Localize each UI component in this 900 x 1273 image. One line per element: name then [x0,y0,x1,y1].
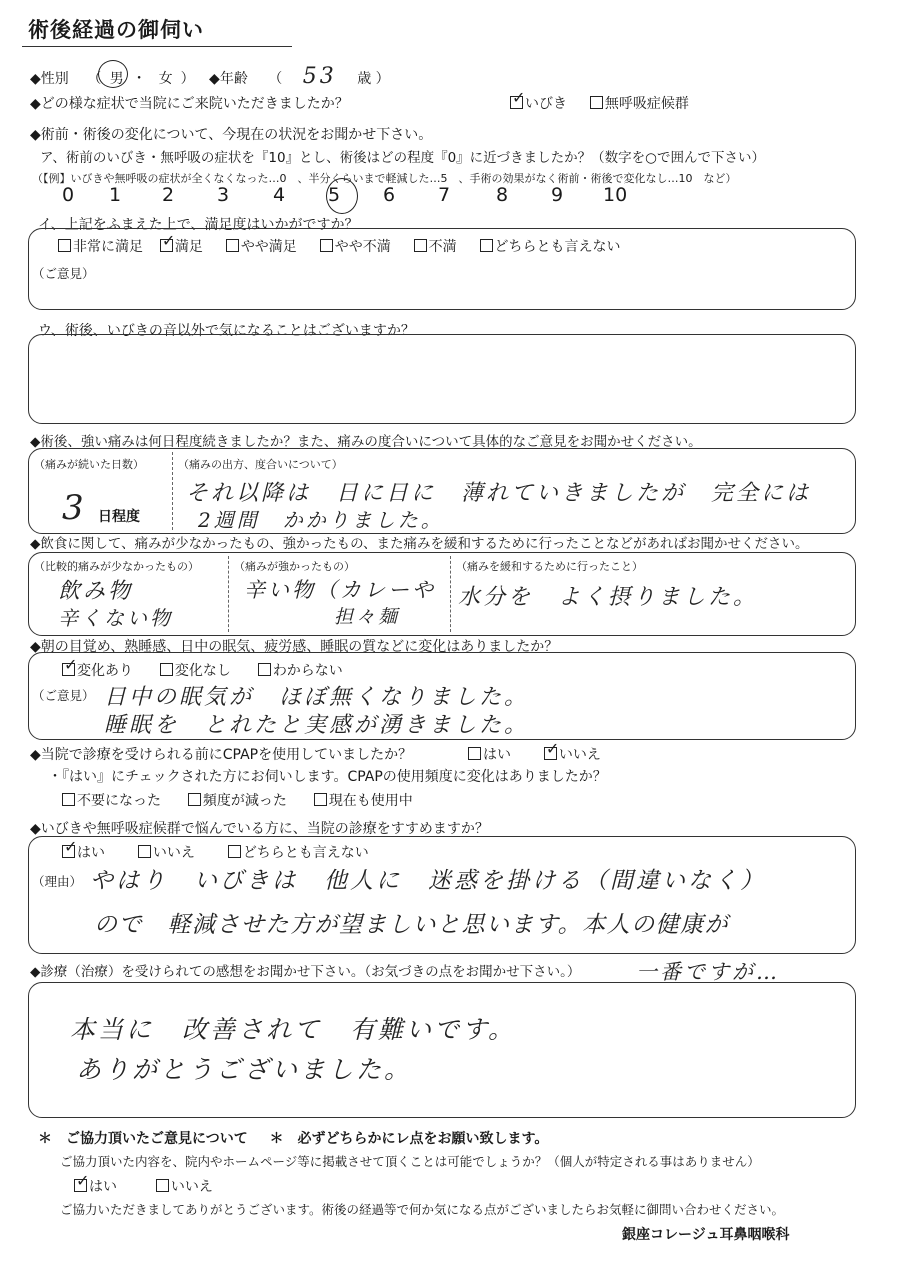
age-label: ◆年齢 [209,71,248,87]
other-concern-box[interactable] [28,334,856,424]
cpap-opt-unneeded: 不要になった [77,793,161,809]
cpap-opt-no: いいえ [558,747,601,763]
impression-question: ◆診療（治療）を受けられての感想をお聞かせ下さい。（お気づきの点をお聞かせ下さい。） [30,964,581,980]
pain-days-unit: 日程度 [98,509,140,525]
sleep-line2[interactable]: 睡眠を とれたと実感が湧きました。 [104,713,530,738]
sat-opt-satisfied: 満足 [174,239,203,255]
footer-heading [38,1128,548,1148]
gender-sep: ・ [132,71,147,87]
gender-row: ◆性別 （ 男 ・ 女 ） ◆年齢 （ 53 歳 ） [30,64,390,89]
pain-divider [172,452,173,530]
recommend-line1[interactable]: やはり いびきは 他人に 迷惑を掛ける（間違いなく） [90,868,766,894]
food-less-label: （比較的痛みが少なかったもの） [34,560,199,573]
title-underline [22,46,292,47]
food-strong-line2[interactable]: 担々麺 [334,606,401,628]
sat-checkbox-somewhat[interactable] [226,239,239,252]
footer-opt-yes: はい [89,1179,117,1195]
sleep-opt-changed: 変化あり [77,663,133,679]
scale-10[interactable]: 10 [603,184,628,206]
pain-detail-label: （痛みの出方、度合いについて） [178,458,343,471]
cpap-opt-reduced: 頻度が減った [202,793,287,809]
change-example: （【例】いびきや無呼吸の症状が全くなくなった…0 、半分くらいまで軽減した…5 、手術の効果がなく術前・術後で変化なし…10 など） [32,172,737,185]
food-strong-label: （痛みが強かったもの） [234,560,355,573]
pain-days-label: （痛みが続いた日数） [34,458,144,471]
cpap-sub-question: ・『はい』にチェックされた方にお伺いします。CPAPの使用頻度に変化はありましたか？ [48,769,607,785]
cpap-opt-yes: はい [483,747,511,763]
sat-opt-very: 非常に満足 [73,239,143,255]
symptom-options [510,93,689,113]
cpap-question: ◆当院で診療を受けられる前にCPAPを使用していましたか？ [30,747,413,763]
rec-checkbox-no[interactable] [138,845,151,858]
other-concern-question: ウ、術後、いびきの音以外で気になることはございますか？ [38,323,415,339]
symptom-opt-snoring: いびき [525,96,567,112]
rec-opt-neutral: どちらとも言えない [242,845,369,861]
footer-heading-1: ＊ ご協力頂いたご意見について [38,1131,248,1147]
food-divider-2 [450,556,451,632]
footer-opt-no: いいえ [170,1179,213,1195]
rec-opt-no: いいえ [152,845,195,861]
sat-opt-somewhat-dis: やや不満 [334,239,391,255]
sat-checkbox-satisfied[interactable] [160,239,173,252]
scale-9[interactable]: 9 [551,184,564,206]
male-circle-mark [98,60,128,88]
cpap-sub-options [62,790,413,810]
sleep-question: ◆朝の目覚め、熟睡感、日中の眠気、疲労感、睡眠の質などに変化はありましたか？ [30,639,559,655]
food-divider-1 [228,556,229,632]
footer-permission: ご協力頂いた内容を、院内やホームページ等に掲載させて頂くことは可能でしょうか？（個人が特定される事はありません） [60,1154,760,1169]
age-value[interactable]: 53 [302,64,337,89]
sat-checkbox-dis[interactable] [414,239,427,252]
food-less-line2[interactable]: 辛くない物 [58,606,173,630]
sleep-checkbox-changed[interactable] [62,663,75,676]
pain-detail-line2[interactable]: 2週間 かかりました。 [198,508,444,532]
food-question: ◆飲食に関して、痛みが少なかったもの、強かったもの、また痛みを緩和するために行ったことなどがあればお聞かせください。 [30,536,809,552]
recommend-options [62,842,369,862]
pain-days-value[interactable]: 3 [62,488,87,528]
cpap-opt-still: 現在も使用中 [328,793,413,809]
change-header: ◆術前・術後の変化について、今現在の状況をお聞かせ下さい。 [30,127,433,143]
scale-0[interactable]: 0 [62,184,75,206]
food-relief-label: （痛みを緩和するために行ったこと） [456,560,643,573]
scale-3[interactable]: 3 [217,184,230,206]
recommend-reason-label: （理由） [32,874,83,889]
clinic-name: 銀座コレージュ耳鼻咽喉科 [622,1227,790,1243]
scale-2[interactable]: 2 [162,184,175,206]
sleep-opt-unknown: わからない [272,663,343,679]
pain-question: ◆術後、強い痛みは何日程度続きましたか？また、痛みの度合いについて具体的なご意見をお聞かせください。 [30,434,702,450]
satisfaction-options [58,236,621,256]
impression-line2[interactable]: ありがとうございました。 [76,1055,413,1084]
sleep-options [62,660,343,680]
cpap-checkbox-still[interactable] [314,793,327,806]
scale-5[interactable]: 5 [328,184,341,206]
recommend-line3[interactable]: 一番ですが… [636,960,780,984]
sat-checkbox-somewhat-dis[interactable] [320,239,333,252]
sleep-checkbox-unknown[interactable] [258,663,271,676]
satisfaction-question: イ、上記をふまえた上で、満足度はいかがですか？ [38,217,359,233]
scale-selected-circle [326,178,358,214]
recommend-question: ◆いびきや無呼吸症候群で悩んでいる方に、当院の診療をすすめますか？ [30,821,489,837]
gender-label: ◆性別 [30,71,69,87]
sat-checkbox-neutral[interactable] [480,239,493,252]
cpap-checkbox-unneeded[interactable] [62,793,75,806]
symptom-checkbox-apnea[interactable] [590,96,603,109]
food-strong-line1[interactable]: 辛い物（カレーや [244,578,436,602]
symptom-question: ◆どの様な症状で当院にご来院いただきましたか？ [30,96,349,112]
cpap-checkbox-yes[interactable] [468,747,481,760]
recommend-line2[interactable]: ので 軽減させた方が望ましいと思います。本人の健康が [94,912,730,938]
rec-checkbox-neutral[interactable] [228,845,241,858]
footer-thanks: ご協力いただきましてありがとうございます。術後の経過等で何か気になる点がございましたらお気軽に御問い合わせください。 [60,1202,785,1217]
footer-checkbox-no[interactable] [156,1179,169,1192]
cpap-checkbox-reduced[interactable] [188,793,201,806]
gender-female[interactable]: 女 [158,71,173,87]
footer-options [74,1176,213,1196]
sat-opt-somewhat: やや満足 [240,239,297,255]
impression-line1[interactable]: 本当に 改善されて 有難いです。 [70,1015,517,1044]
scale-8[interactable]: 8 [496,184,509,206]
pain-detail-line1[interactable]: それ以降は 日に日に 薄れていきましたが 完全には [186,481,812,506]
scale-7[interactable]: 7 [438,184,451,206]
symptom-checkbox-snoring[interactable] [510,96,523,109]
scale-6[interactable]: 6 [383,184,396,206]
food-relief-line1[interactable]: 水分を よく摂りました。 [458,585,759,610]
satisfaction-opinion-label: （ご意見） [32,266,95,281]
footer-heading-2: ＊ 必ずどちらかにレ点をお願い致します。 [269,1131,549,1147]
cpap-options [468,744,601,764]
scale-1[interactable]: 1 [109,184,122,206]
change-question-a: ア、術前のいびき・無呼吸の症状を『10』とし、術後はどの程度『0』に近づきましたか？（数字を○で囲んで下さい） [40,150,765,166]
scale-4[interactable]: 4 [273,184,286,206]
footer-checkbox-yes[interactable] [74,1179,87,1192]
sleep-opt-nochange: 変化なし [174,663,231,679]
sleep-opinion-label: （ご意見） [32,688,95,703]
sat-checkbox-very[interactable] [58,239,71,252]
symptom-opt-apnea: 無呼吸症候群 [604,96,689,112]
rec-checkbox-yes[interactable] [62,845,75,858]
sleep-line1[interactable]: 日中の眠気が ほぼ無くなりました。 [104,685,530,710]
food-less-line1[interactable]: 飲み物 [58,579,134,604]
gender-male[interactable]: 男 [109,71,124,87]
sat-opt-neutral: どちらとも言えない [494,239,621,255]
sat-opt-dis: 不満 [428,239,457,255]
cpap-checkbox-no[interactable] [544,747,557,760]
sleep-checkbox-nochange[interactable] [160,663,173,676]
page-title: 術後経過の御伺い [28,18,204,42]
age-suffix: 歳 [357,71,372,87]
rec-opt-yes: はい [77,845,105,861]
